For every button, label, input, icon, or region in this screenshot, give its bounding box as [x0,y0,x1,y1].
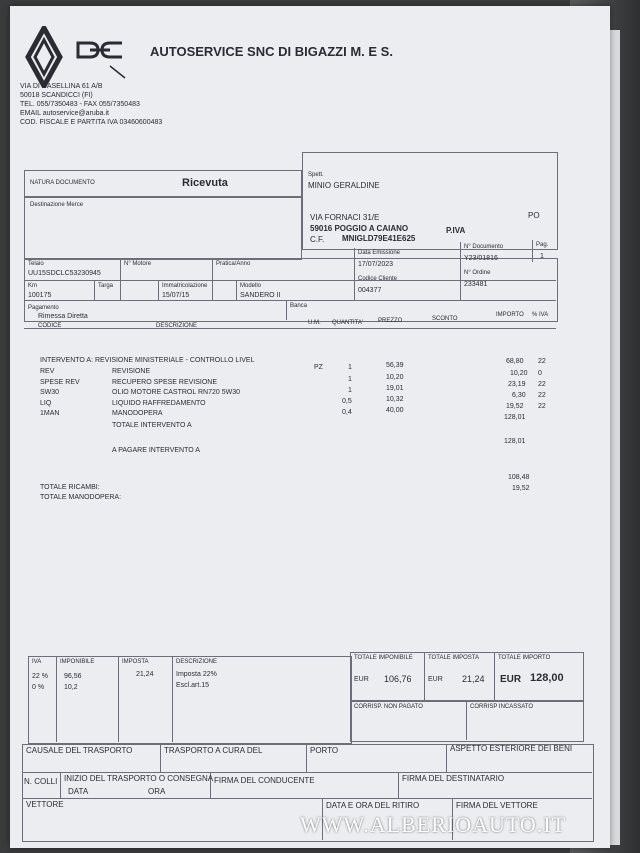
line-prezzo: 10,32 [386,396,404,403]
vat-imponibile-label: IMPONIBILE [60,659,95,665]
line-prezzo: 19,01 [386,385,404,392]
doc-type-value: Ricevuta [182,177,228,189]
immatricolazione-value: 15/07/15 [162,292,190,299]
company-address: VIA DI CASELLINA 61 A/B [20,83,103,90]
pratica-label: Pratica/Anno [216,261,251,267]
line-codice: SW30 [40,389,60,396]
col-iva: % IVA [532,312,549,318]
line-qta: 1 [348,376,352,383]
tot-imposta-value: 21,24 [462,674,485,684]
grid-line [354,248,355,300]
tot-importo-currency: EUR [500,674,522,685]
line-importo: 10,20 [510,370,528,377]
line-codice: 1MAN [40,410,60,417]
trasporto-cura-label: TRASPORTO A CURA DEL [164,746,263,755]
tot-importo-value: 128,00 [530,672,564,684]
data-emissione-label: Data Emissione [358,250,401,256]
modello-label: Modello [240,283,262,289]
tot-imposta-label: TOTALE IMPOSTA [428,655,480,661]
line-qta: 1 [348,387,352,394]
grid-line [460,242,461,300]
grid-line [158,280,159,300]
line-descrizione: REVISIONE [112,368,151,375]
pagina-value: 1 [540,253,544,260]
data-ritiro-label: DATA E ORA DEL RITIRO [326,801,420,810]
intervention-title: INTERVENTO A: REVISIONE MINISTERIALE - CONTROLLO LIVEL [40,357,255,364]
numero-documento-label: N° Documento [464,244,504,250]
totale-intervento-value: 128,01 [504,414,526,421]
tot-imponibile-currency: EUR [354,676,369,683]
grid-line [172,656,173,742]
line-qta: 0,5 [342,398,352,405]
grid-line [494,652,495,700]
pagina-label: Pag. [536,242,549,248]
line-descrizione: LIQUIDO RAFFREDAMENTO [112,400,206,407]
line-qta: 1 [348,364,352,371]
grid-line [424,652,425,700]
line-importo: 19,52 [506,403,524,410]
recipient-street: VIA FORNACI 31/E [310,213,380,222]
recipient-city: 59016 POGGIO A CAIANO [310,224,409,233]
dacia-logo-icon [76,40,124,60]
vat-iva-label: IVA [32,659,42,665]
line-prezzo: 10,20 [386,374,404,381]
recipient-cf-label: C.F. [310,235,325,244]
line-iva: 0 [538,370,542,377]
banca-label: Banca [290,303,308,309]
col-prezzo: PREZZO [378,318,403,324]
firma-vettore-label: FIRMA DEL VETTORE [456,801,538,810]
col-sconto: SCONTO [432,316,458,322]
pen-mark-icon [108,64,128,80]
grid-line [466,700,467,740]
line-codice: REV [40,368,55,375]
col-descrizione: DESCRIZIONE [156,323,198,329]
grid-line [236,280,237,300]
vat-descrizione-label: DESCRIZIONE [176,659,218,665]
immatricolazione-label: Immatricolazione [162,283,208,289]
grid-line [60,772,61,798]
codice-cliente-label: Codice Cliente [358,276,398,282]
line-um: PZ [314,364,323,371]
tot-imponibile-label: TOTALE IMPONIBILE [354,655,413,661]
recipient-name: MINIO GERALDINE [308,181,380,190]
pagamento-value: Rimessa Diretta [38,313,88,320]
recipient-province: PO [528,211,540,220]
line-iva: 22 [538,381,546,388]
recipient-label: Spett. [308,172,324,178]
a-pagare-value: 128,01 [504,438,526,445]
firma-destinatario-label: FIRMA DEL DESTINATARIO [402,774,505,783]
grid-line [160,744,161,772]
grid-line [120,258,121,300]
line-codice: LIQ [40,400,52,407]
telaio-value: UU15SDCLC53230945 [28,270,101,277]
destination-label: Destinazione Merce [30,202,84,208]
vat-table [28,656,352,744]
tot-imponibile-value: 106,76 [384,674,412,684]
data-label: DATA [68,787,89,796]
col-um: U.M. [308,320,321,326]
vat-imposta-label: IMPOSTA [122,659,149,665]
company-email: EMAIL autoservice@aruba.it [20,110,109,117]
vettore-label: VETTORE [26,800,64,809]
line-iva: 22 [538,392,546,399]
corrisp-incassato-label: CORRISP INCASSATO [470,704,534,710]
causale-label: CAUSALE DEL TRASPORTO [26,746,133,755]
ordine-value: 233481 [464,281,488,288]
grid-line [94,280,95,300]
vat-imposta: 21,24 [136,671,154,678]
grid-line [118,656,119,742]
grid-line [286,300,287,320]
company-name: AUTOSERVICE SNC DI BIGAZZI M. E S. [150,44,393,59]
grid-line [22,798,592,799]
tot-importo-label: TOTALE IMPORTO [498,655,551,661]
line-codice: SPESE REV [40,379,80,386]
company-city: 50018 SCANDICCI (FI) [20,92,93,99]
km-value: 100175 [28,292,52,299]
company-tax: COD. FISCALE E PARTITA IVA 03460600483 [20,119,163,126]
col-codice: CODICE [38,323,62,329]
porto-label: PORTO [310,746,339,755]
vat-imponibile: 96,56 [64,673,82,680]
vehicle-grid [24,258,558,322]
doc-type-label: NATURA DOCUMENTO [30,180,95,186]
km-label: Km [28,283,37,289]
grid-line [398,772,399,798]
tot-imposta-currency: EUR [428,676,443,683]
line-descrizione: MANODOPERA [112,410,163,417]
grid-line [22,772,592,773]
pagamento-label: Pagamento [28,305,59,311]
line-iva: 22 [538,403,546,410]
line-iva: 22 [538,358,546,365]
vat-descrizione: Imposta 22% [176,671,217,678]
vat-iva: 0 % [32,684,45,691]
grid-line [446,744,447,772]
telaio-label: Telaio [28,261,44,267]
renault-logo-icon [24,26,64,88]
watermark: WWW.ALBERIOAUTO.IT [300,812,567,837]
line-descrizione: RECUPERO SPESE REVISIONE [112,379,218,386]
aspetto-label: ASPETTO ESTERIORE DEI BENI [450,744,573,753]
numero-documento-value: Y23/01816 [464,255,498,262]
grid-line [24,300,556,301]
inizio-trasporto-label: INIZIO DEL TRASPORTO O CONSEGNA [64,774,214,783]
recipient-box [302,152,558,250]
company-phone: TEL. 055/7350483 - FAX 055/7350483 [20,101,140,108]
column-header-line [24,328,556,329]
totale-manodopera-value: 19,52 [512,485,530,492]
receipt-paper [10,6,610,848]
motore-label: N° Motore [124,261,152,267]
modello-value: SANDERO II [240,292,281,299]
line-importo: 68,80 [506,358,524,365]
codice-cliente-value: 004377 [358,287,382,294]
grid-line [56,656,57,742]
line-importo: 23,19 [508,381,526,388]
ordine-label: N° Ordine [464,270,491,276]
totale-ricambi-label: TOTALE RICAMBI: [40,484,100,491]
targa-label: Targa [98,283,114,289]
grid-line [532,240,533,262]
grid-line [212,258,213,300]
corrisp-non-pagato-label: CORRISP. NON PAGATO [354,704,423,710]
totale-intervento-label: TOTALE INTERVENTO A [112,422,192,429]
recipient-cf: MNIGLD79E41E625 [342,234,416,243]
col-quantita: QUANTITA' [332,320,364,326]
vat-iva: 22 % [32,673,48,680]
totale-ricambi-value: 108,48 [508,474,530,481]
vat-descrizione: Escl.art.15 [176,682,210,689]
totale-manodopera-label: TOTALE MANODOPERA: [40,494,122,501]
recipient-piva: P.IVA [446,226,466,235]
line-prezzo: 40,00 [386,407,404,414]
line-qta: 0,4 [342,409,352,416]
line-descrizione: OLIO MOTORE CASTROL RN720 5W30 [112,389,240,396]
firma-conducente-label: FIRMA DEL CONDUCENTE [214,776,315,785]
line-prezzo: 56,39 [386,362,404,369]
grid-line [306,744,307,772]
data-emissione-value: 17/07/2023 [358,261,394,268]
vat-imponibile: 10,2 [64,684,78,691]
line-importo: 6,30 [512,392,526,399]
col-importo: IMPORTO [496,312,524,318]
ora-label: ORA [148,787,166,796]
a-pagare-label: A PAGARE INTERVENTO A [112,447,200,454]
colli-label: N. COLLI [24,777,58,786]
